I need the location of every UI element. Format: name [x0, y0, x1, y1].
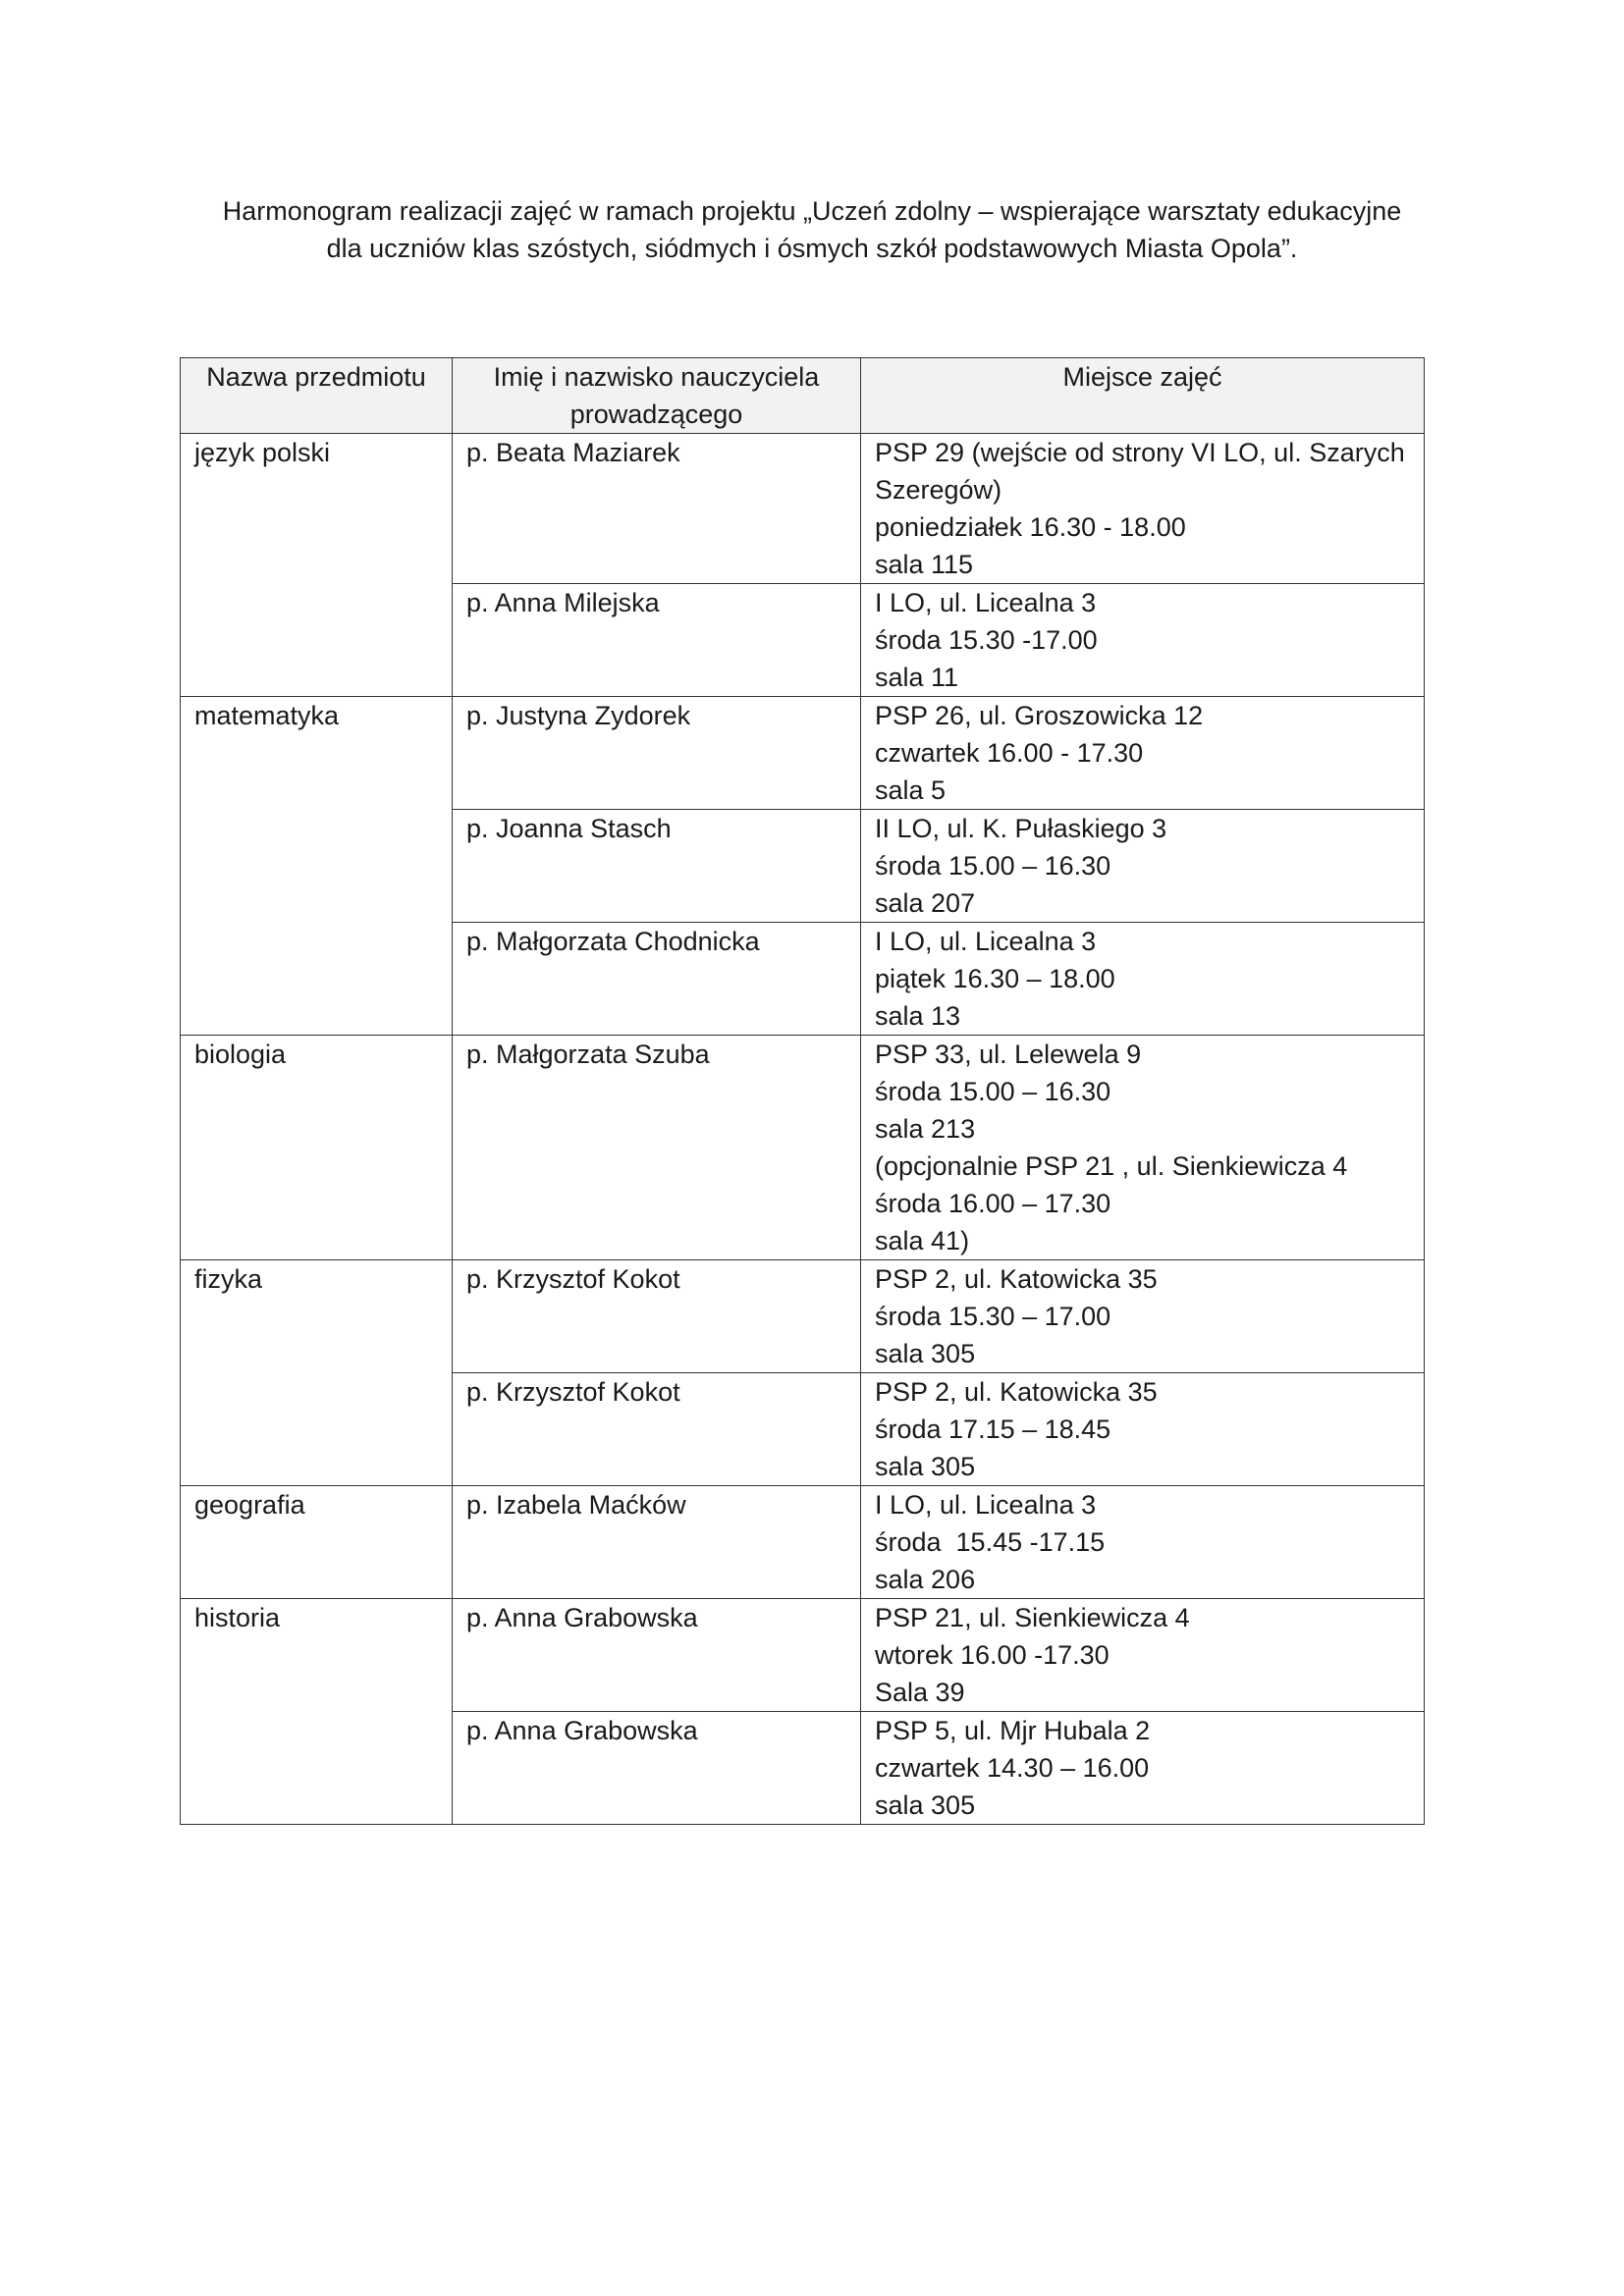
place-line: I LO, ul. Licealna 3 [875, 588, 1097, 617]
place-line: PSP 21, ul. Sienkiewicza 4 [875, 1603, 1190, 1632]
teacher-name: p. Joanna Stasch [466, 814, 672, 843]
teacher-cell [453, 434, 861, 584]
place-line: sala 305 [875, 1790, 976, 1820]
subject-cell [181, 1599, 453, 1825]
table-row [181, 1486, 1425, 1599]
teacher-cell [453, 1260, 861, 1373]
subject-cell [181, 1486, 453, 1599]
place-line: Sala 39 [875, 1678, 965, 1707]
place-line: Szeregów) [875, 475, 1002, 505]
place-cell [861, 1599, 1425, 1712]
teacher-name: p. Izabela Maćków [466, 1490, 686, 1520]
teacher-name: p. Justyna Zydorek [466, 701, 691, 730]
teacher-cell [453, 810, 861, 923]
place-line: sala 13 [875, 1001, 961, 1031]
teacher-cell [453, 1486, 861, 1599]
place-line: piątek 16.30 – 18.00 [875, 964, 1115, 993]
teacher-cell [453, 697, 861, 810]
place-line: sala 41) [875, 1226, 970, 1255]
place-cell [861, 1373, 1425, 1486]
teacher-name: p. Anna Grabowska [466, 1603, 698, 1632]
place-cell [861, 1486, 1425, 1599]
place-line: sala 206 [875, 1565, 976, 1594]
subject-cell [181, 1036, 453, 1260]
teacher-name: p. Krzysztof Kokot [466, 1264, 680, 1294]
header-teacher [453, 358, 861, 434]
teacher-name: p. Beata Maziarek [466, 438, 680, 467]
header-place-label: Miejsce zajęć [1062, 362, 1222, 392]
place-line: PSP 29 (wejście od strony VI LO, ul. Szarych [875, 438, 1405, 467]
teacher-cell [453, 923, 861, 1036]
place-cell [861, 584, 1425, 697]
teacher-cell [453, 584, 861, 697]
place-line: sala 305 [875, 1339, 976, 1368]
subject-name: historia [194, 1603, 281, 1632]
teacher-name: p. Małgorzata Szuba [466, 1040, 710, 1069]
place-line: środa 15.00 – 16.30 [875, 851, 1111, 881]
place-line: PSP 26, ul. Groszowicka 12 [875, 701, 1204, 730]
place-cell [861, 1260, 1425, 1373]
place-cell [861, 697, 1425, 810]
teacher-name: p. Małgorzata Chodnicka [466, 927, 760, 956]
place-line: I LO, ul. Licealna 3 [875, 1490, 1097, 1520]
teacher-name: p. Anna Milejska [466, 588, 660, 617]
place-line: poniedziałek 16.30 - 18.00 [875, 512, 1186, 542]
place-line: środa 15.30 – 17.00 [875, 1302, 1111, 1331]
subject-name: matematyka [194, 701, 340, 730]
document-title-line-2: dla uczniów klas szóstych, siódmych i ósmych szkół podstawowych Miasta Opola”. [326, 234, 1298, 263]
place-line: środa 16.00 – 17.30 [875, 1189, 1111, 1218]
document-title-line-1: Harmonogram realizacji zajęć w ramach projektu „Uczeń zdolny – wspierające warsztaty edukacyjne [222, 196, 1402, 226]
place-line: PSP 2, ul. Katowicka 35 [875, 1377, 1158, 1407]
document-title [147, 192, 1477, 267]
teacher-cell [453, 1599, 861, 1712]
place-cell [861, 1036, 1425, 1260]
place-line: środa 17.15 – 18.45 [875, 1415, 1111, 1444]
subject-name: geografia [194, 1490, 305, 1520]
schedule-table [180, 357, 1425, 1825]
teacher-cell [453, 1036, 861, 1260]
header-subject [181, 358, 453, 434]
teacher-name: p. Anna Grabowska [466, 1716, 698, 1745]
table-header-row [181, 358, 1425, 434]
place-line: sala 213 [875, 1114, 976, 1144]
place-line: PSP 5, ul. Mjr Hubala 2 [875, 1716, 1151, 1745]
subject-name: biologia [194, 1040, 287, 1069]
place-cell [861, 923, 1425, 1036]
header-teacher-label-line-1: Imię i nazwisko nauczyciela [493, 362, 820, 392]
place-line: sala 11 [875, 663, 959, 692]
place-cell [861, 810, 1425, 923]
table-row [181, 1036, 1425, 1260]
table-row [181, 1260, 1425, 1373]
table-row [181, 697, 1425, 810]
place-line: PSP 2, ul. Katowicka 35 [875, 1264, 1158, 1294]
subject-cell [181, 1260, 453, 1486]
header-teacher-label-line-2: prowadzącego [569, 400, 743, 429]
table-row [181, 1599, 1425, 1712]
place-line: czwartek 14.30 – 16.00 [875, 1753, 1150, 1783]
teacher-cell [453, 1373, 861, 1486]
place-cell [861, 434, 1425, 584]
place-line: sala 115 [875, 550, 974, 579]
subject-cell [181, 434, 453, 697]
place-line: II LO, ul. K. Pułaskiego 3 [875, 814, 1167, 843]
place-line: sala 305 [875, 1452, 976, 1481]
table-row [181, 434, 1425, 584]
place-line: środa 15.30 -17.00 [875, 625, 1098, 655]
subject-name: fizyka [194, 1264, 263, 1294]
place-line: I LO, ul. Licealna 3 [875, 927, 1097, 956]
teacher-cell [453, 1712, 861, 1825]
subject-cell [181, 697, 453, 1036]
header-subject-label: Nazwa przedmiotu [206, 362, 426, 392]
place-line: środa 15.00 – 16.30 [875, 1077, 1111, 1106]
place-line: PSP 33, ul. Lelewela 9 [875, 1040, 1142, 1069]
header-place [861, 358, 1425, 434]
place-line: sala 207 [875, 888, 976, 918]
place-line: (opcjonalnie PSP 21 , ul. Sienkiewicza 4 [875, 1151, 1348, 1181]
place-line: środa 15.45 -17.15 [875, 1527, 1106, 1557]
subject-name: język polski [194, 438, 331, 467]
place-line: sala 5 [875, 775, 947, 805]
place-line: wtorek 16.00 -17.30 [875, 1640, 1110, 1670]
place-cell [861, 1712, 1425, 1825]
place-line: czwartek 16.00 - 17.30 [875, 738, 1144, 768]
teacher-name: p. Krzysztof Kokot [466, 1377, 680, 1407]
